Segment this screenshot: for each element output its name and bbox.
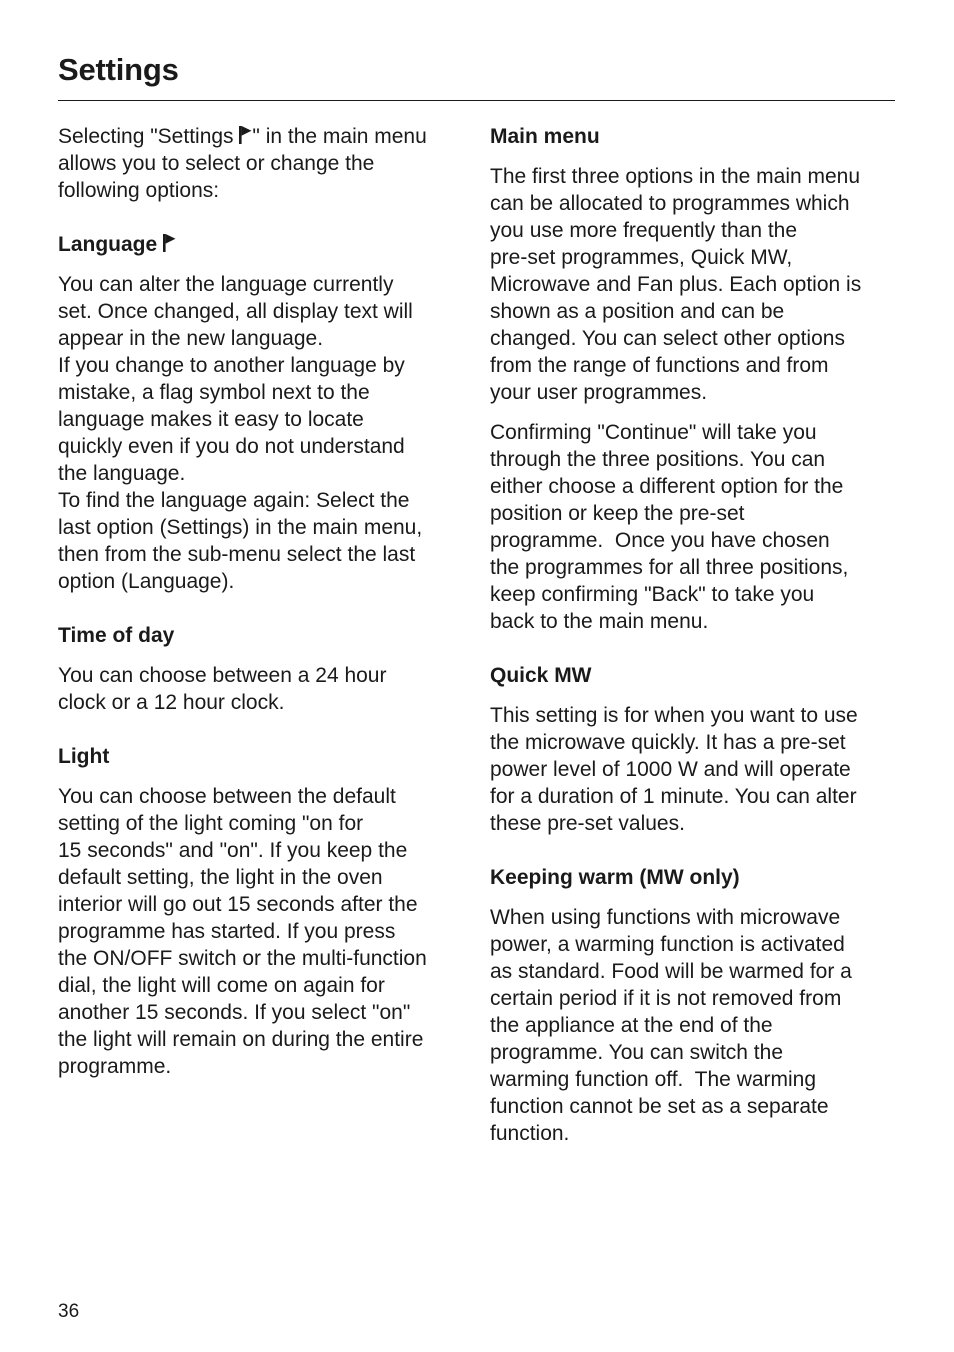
page-number: 36 bbox=[58, 1301, 80, 1322]
text-line: either choose a different option for the bbox=[490, 475, 844, 498]
time-of-day-paragraph bbox=[58, 662, 463, 716]
text-line: setting of the light coming "on for bbox=[58, 812, 364, 835]
text-line: then from the sub-menu select the last bbox=[58, 543, 416, 566]
text-line: When using functions with microwave bbox=[490, 906, 841, 929]
light-paragraph bbox=[58, 783, 463, 1080]
main-menu-paragraph-2 bbox=[490, 419, 902, 635]
text-line: you use more frequently than the bbox=[490, 219, 798, 242]
text-line: power, a warming function is activated bbox=[490, 933, 845, 956]
text-line: default setting, the light in the oven bbox=[58, 866, 383, 889]
text-line: back to the main menu. bbox=[490, 610, 709, 633]
text-line: as standard. Food will be warmed for a bbox=[490, 960, 852, 983]
text-line: This setting is for when you want to use bbox=[490, 704, 858, 727]
text-line: set. Once changed, all display text will bbox=[58, 300, 413, 323]
text-line: programme. Once you have chosen bbox=[490, 529, 830, 552]
text-line: clock or a 12 hour clock. bbox=[58, 691, 285, 714]
text-line: appear in the new language. bbox=[58, 327, 324, 350]
text-line: the appliance at the end of the bbox=[490, 1014, 773, 1037]
text-line: can be allocated to programmes which bbox=[490, 192, 850, 215]
light-heading: Light bbox=[58, 745, 110, 768]
time-of-day-heading: Time of day bbox=[58, 624, 175, 647]
text-line: warming function off. The warming bbox=[490, 1068, 817, 1091]
text-line: The first three options in the main menu bbox=[490, 165, 861, 188]
text-line: programme. You can switch the bbox=[490, 1041, 783, 1064]
intro-text-after-flag: " in the main menu bbox=[252, 125, 427, 148]
intro-line-1 bbox=[58, 125, 427, 148]
text-line: shown as a position and can be bbox=[490, 300, 785, 323]
text-line: function cannot be set as a separate bbox=[490, 1095, 829, 1118]
text-line: changed. You can select other options bbox=[490, 327, 845, 350]
text-line: power level of 1000 W and will operate bbox=[490, 758, 851, 781]
text-line: certain period if it is not removed from bbox=[490, 987, 842, 1010]
flag-icon bbox=[239, 126, 252, 144]
text-line: You can alter the language currently bbox=[58, 273, 394, 296]
title-divider bbox=[58, 100, 895, 101]
text-line: 15 seconds" and "on". If you keep the bbox=[58, 839, 408, 862]
text-line: mistake, a flag symbol next to the bbox=[58, 381, 370, 404]
text-line: dial, the light will come on again for bbox=[58, 974, 385, 997]
intro-line-2: allows you to select or change the bbox=[58, 152, 375, 175]
text-line: the programmes for all three positions, bbox=[490, 556, 849, 579]
left-column bbox=[58, 123, 463, 1080]
keeping-warm-paragraph bbox=[490, 904, 902, 1147]
text-line: language makes it easy to locate bbox=[58, 408, 364, 431]
text-line: for a duration of 1 minute. You can alter bbox=[490, 785, 857, 808]
text-line: To find the language again: Select the bbox=[58, 489, 410, 512]
quick-mw-heading: Quick MW bbox=[490, 664, 592, 687]
quick-mw-paragraph bbox=[490, 702, 902, 837]
text-line: programme has started. If you press bbox=[58, 920, 396, 943]
text-line: the language. bbox=[58, 462, 186, 485]
text-line: quickly even if you do not understand bbox=[58, 435, 405, 458]
text-line: programme. bbox=[58, 1055, 172, 1078]
text-line: function. bbox=[490, 1122, 570, 1145]
text-line: from the range of functions and from bbox=[490, 354, 829, 377]
text-line: You can choose between the default bbox=[58, 785, 396, 808]
text-line: Confirming "Continue" will take you bbox=[490, 421, 817, 444]
language-heading-text: Language bbox=[58, 233, 164, 256]
flag-icon bbox=[163, 234, 176, 252]
text-line: through the three positions. You can bbox=[490, 448, 826, 471]
intro-paragraph bbox=[58, 123, 463, 204]
text-line: last option (Settings) in the main menu, bbox=[58, 516, 423, 539]
page-title: Settings bbox=[58, 52, 179, 87]
intro-text-before-flag: Selecting "Settings bbox=[58, 125, 240, 148]
text-line: interior will go out 15 seconds after the bbox=[58, 893, 418, 916]
main-menu-paragraph-1 bbox=[490, 163, 902, 406]
language-heading bbox=[58, 231, 463, 258]
text-line: these pre-set values. bbox=[490, 812, 685, 835]
text-line: keep confirming "Back" to take you bbox=[490, 583, 815, 606]
text-line: Microwave and Fan plus. Each option is bbox=[490, 273, 862, 296]
keeping-warm-heading: Keeping warm (MW only) bbox=[490, 866, 740, 889]
text-line: the ON/OFF switch or the multi-function bbox=[58, 947, 427, 970]
main-menu-heading: Main menu bbox=[490, 125, 600, 148]
text-line: option (Language). bbox=[58, 570, 235, 593]
text-line: another 15 seconds. If you select "on" bbox=[58, 1001, 411, 1024]
language-paragraph bbox=[58, 271, 463, 595]
right-column bbox=[490, 123, 902, 1147]
text-line: the microwave quickly. It has a pre-set bbox=[490, 731, 846, 754]
text-line: If you change to another language by bbox=[58, 354, 405, 377]
text-line: pre-set programmes, Quick MW, bbox=[490, 246, 793, 269]
text-line: position or keep the pre-set bbox=[490, 502, 745, 525]
intro-line-3: following options: bbox=[58, 179, 220, 202]
text-line: the light will remain on during the entire bbox=[58, 1028, 424, 1051]
text-line: You can choose between a 24 hour bbox=[58, 664, 387, 687]
text-line: your user programmes. bbox=[490, 381, 708, 404]
